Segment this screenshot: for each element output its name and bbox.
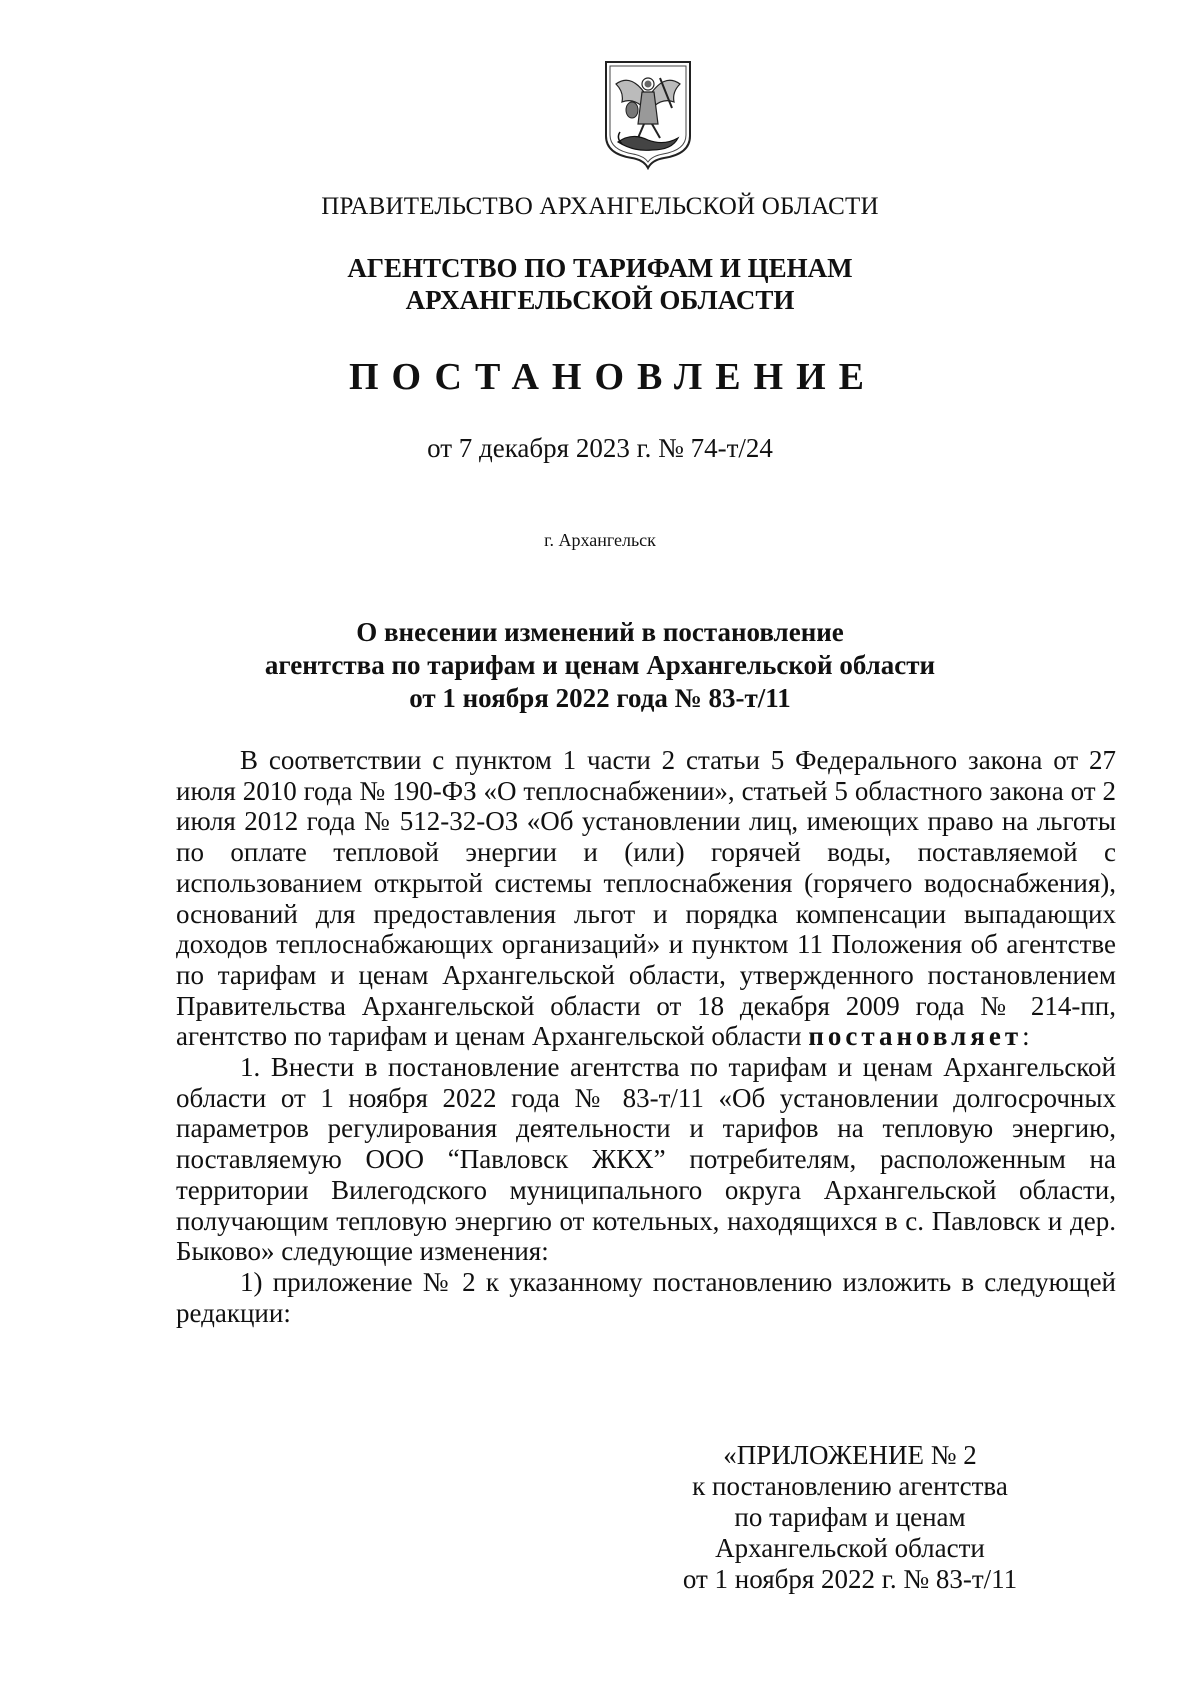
- decree-colon: :: [1022, 1021, 1030, 1052]
- subject-line1: О внесении изменений в постановление: [356, 617, 844, 647]
- subject-line3: от 1 ноября 2022 года № 83-т/11: [409, 683, 791, 713]
- government-name: ПРАВИТЕЛЬСТВО АРХАНГЕЛЬСКОЙ ОБЛАСТИ: [321, 193, 879, 220]
- preamble-text: В соответствии с пунктом 1 части 2 статьи 5 Федерального закона от 27 июля 2010 года № 190-ФЗ «О теплоснабжении», статьей 5 областного закона от 2 июля 2012 года № 512-32-ОЗ «Об установлении лиц, имеющих право на льготы по оплате тепловой энергии и (или) горячей воды, поставляемой с использованием открытой системы теплоснабжения (горячего водоснабжения), оснований для предоставления льгот и порядка компенсации выпадающих доходов теплоснабжающих организаций» и пунктом 11 Положения об агентстве по тарифам и ценам Архангельской области, утвержденного постановлением Правительства Архангельской области от 18 декабря 2009 года № 214-пп, агентство по тарифам и ценам Архангельской области: [176, 745, 1116, 1052]
- agency-name-line2: АРХАНГЕЛЬСКОЙ ОБЛАСТИ: [405, 285, 795, 315]
- document-type-title: ПОСТАНОВЛЕНИЕ: [348, 356, 878, 398]
- appendix-line1: «ПРИЛОЖЕНИЕ № 2: [723, 1440, 977, 1470]
- appendix-line5: от 1 ноября 2022 г. № 83-т/11: [682, 1564, 1018, 1594]
- item-1-paragraph: 1. Внести в постановление агентства по тарифам и ценам Архангельской области от 1 ноября 2022 года № 83-т/11 «Об установлении долгосрочных параметров регулирования деятельности и тарифов на тепловую энергию, поставляемую ООО “Павловск ЖКХ” потребителям, расположенным на территории Вилегодского муниципального округа Архангельской области, получающим тепловую энергию от котельных, находящихся в с. Павловск и дер. Быково» следующие изменения:: [176, 1052, 1116, 1267]
- agency-name-line1: АГЕНТСТВО ПО ТАРИФАМ И ЦЕНАМ: [347, 253, 853, 283]
- document-date-number: от 7 декабря 2023 г. № 74-т/24: [427, 433, 773, 463]
- document-body: [176, 745, 1116, 1328]
- appendix-line4: Архангельской области: [715, 1533, 985, 1563]
- appendix-header: [640, 1440, 1060, 1595]
- agency-name: [0, 252, 1200, 316]
- coat-of-arms-icon: [602, 58, 694, 170]
- subject-line2: агентства по тарифам и ценам Архангельской области: [264, 650, 936, 680]
- decree-word: постановляет: [808, 1021, 1023, 1052]
- item-1-1-paragraph: 1) приложение № 2 к указанному постановлению изложить в следующей редакции:: [176, 1266, 1116, 1328]
- preamble-paragraph: [176, 745, 1116, 1052]
- appendix-line2: к постановлению агентства: [692, 1471, 1008, 1501]
- appendix-line3: по тарифам и ценам: [734, 1502, 966, 1532]
- document-subject: [0, 616, 1200, 715]
- document-city: г. Архангельск: [544, 530, 656, 550]
